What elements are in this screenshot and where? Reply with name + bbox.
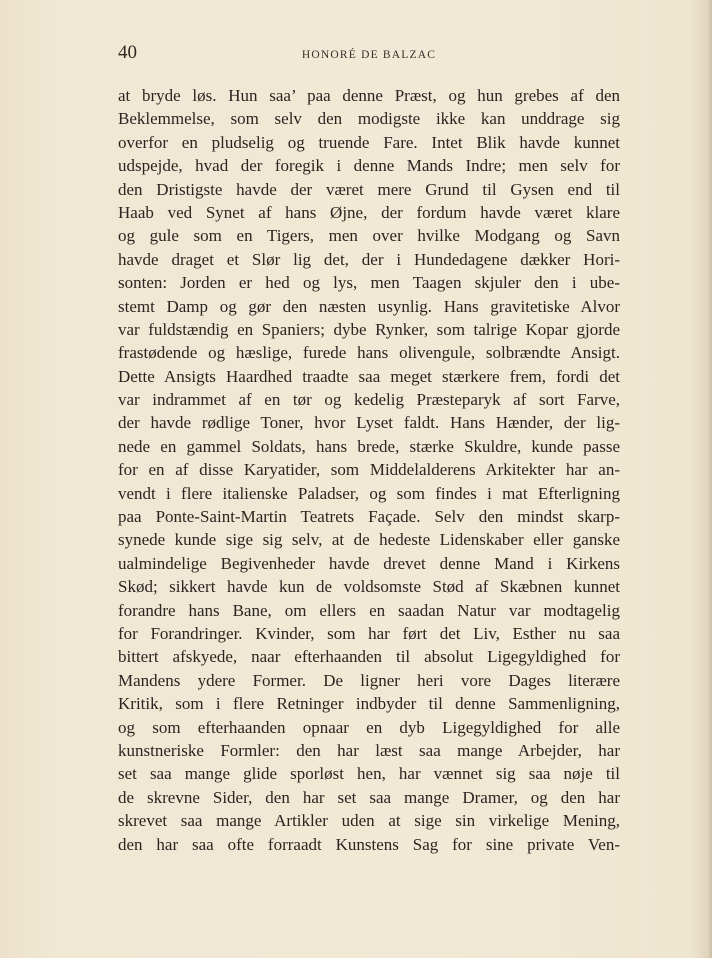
text-line: overfor en pludselig og truende Fare. Intet Blik havde kunnet xyxy=(118,132,620,152)
text-line: kunstneriske Formler: den har læst saa mange Arbejder, har xyxy=(118,740,620,760)
text-line: synede kunde sige sig selv, at de hedeste Lidenskaber eller ganske xyxy=(118,530,620,550)
text-line: den har saa ofte forraadt Kunstens Sag for sine private Ven- xyxy=(118,834,620,854)
page-number: 40 xyxy=(118,42,137,63)
text-line: Kritik, som i flere Retninger indbyder til denne Sammenligning, xyxy=(118,694,620,714)
text-line: stemt Damp og gør den næsten usynlig. Hans gravitetiske Alvor xyxy=(118,296,620,316)
page-header xyxy=(118,42,620,66)
text-line: frastødende og hæslige, furede hans olivengule, solbrændte Ansigt. xyxy=(118,343,620,363)
text-line: sonten: Jorden er hed og lys, men Taagen skjuler den i ube- xyxy=(118,273,620,293)
text-line: og gule som en Tigers, men over hvilke Modgang og Savn xyxy=(118,226,620,246)
text-line: set saa mange glide sporløst hen, har vænnet sig saa nøje til xyxy=(118,764,620,784)
text-line: og som efterhaanden opnaar en dyb Ligegyldighed for alle xyxy=(118,717,620,737)
text-line: for en af disse Karyatider, som Middelalderens Arkitekter har an- xyxy=(118,460,620,480)
page-edge-shadow xyxy=(706,0,712,958)
text-line: for Forandringer. Kvinder, som har ført det Liv, Esther nu saa xyxy=(118,623,620,643)
text-line: Skød; sikkert havde kun de voldsomste Stød af Skæbnen kunnet xyxy=(118,577,620,597)
text-line: paa Ponte-Saint-Martin Teatrets Façade. Selv den mindst skarp- xyxy=(118,507,620,527)
text-line: ualmindelige Begivenheder havde drevet denne Mand i Kirkens xyxy=(118,553,620,573)
text-line: skrevet saa mange Artikler uden at sige sin virkelige Mening, xyxy=(118,811,620,831)
text-line: vendt i flere italienske Paladser, og som findes i mat Efterligning xyxy=(118,483,620,503)
text-line: udspejde, hvad der foregik i denne Mands Indre; men selv for xyxy=(118,156,620,176)
text-line: Mandens ydere Former. De ligner heri vore Dages literære xyxy=(118,670,620,690)
text-line: havde draget et Slør lig det, der i Hundedagene dækker Hori- xyxy=(118,249,620,269)
text-line: den Dristigste havde der været mere Grund til Gysen end til xyxy=(118,179,620,199)
text-line: at bryde løs. Hun saa’ paa denne Præst, og hun grebes af den xyxy=(118,86,620,105)
text-line: var fuldstændig en Spaniers; dybe Rynker, som talrige Kopar gjorde xyxy=(118,319,620,339)
body-text xyxy=(118,84,620,856)
text-line: de skrevne Sider, den har set saa mange Dramer, og den har xyxy=(118,787,620,807)
text-line: var indrammet af en tør og kedelig Præsteparyk af sort Farve, xyxy=(118,390,620,410)
text-line: Haab ved Synet af hans Øjne, der fordum havde været klare xyxy=(118,202,620,222)
text-line: nede en gammel Soldats, hans brede, stærke Skuldre, kunde passe xyxy=(118,436,620,456)
text-line: Beklemmelse, som selv den modigste ikke kan unddrage sig xyxy=(118,109,620,129)
text-line: der havde rødlige Toner, hvor Lyset faldt. Hans Hænder, der lig- xyxy=(118,413,620,433)
text-line: Dette Ansigts Haardhed traadte saa meget stærkere frem, fordi det xyxy=(118,366,620,386)
text-line: forandre hans Bane, om ellers en saadan Natur var modtagelig xyxy=(118,600,620,620)
running-title: HONORÉ DE BALZAC xyxy=(301,49,437,61)
text-line: bittert afskyede, naar efterhaanden til absolut Ligegyldighed for xyxy=(118,647,620,667)
